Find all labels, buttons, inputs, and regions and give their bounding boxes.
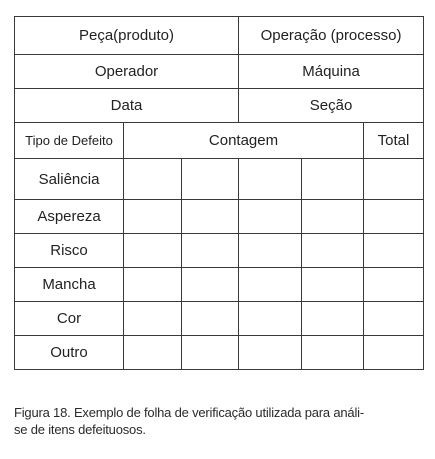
defect-row bbox=[15, 200, 424, 234]
check-sheet-table bbox=[14, 16, 424, 370]
figure-caption bbox=[14, 404, 424, 438]
count-cell bbox=[124, 200, 182, 234]
secao-cell: Seção bbox=[239, 89, 424, 123]
count-cell bbox=[239, 159, 302, 200]
defect-label: Risco bbox=[15, 234, 124, 268]
total-cell bbox=[364, 302, 424, 336]
count-cell bbox=[124, 234, 182, 268]
operacao-cell: Operação (processo) bbox=[239, 17, 424, 55]
defect-label: Aspereza bbox=[15, 200, 124, 234]
count-cell bbox=[182, 234, 239, 268]
caption-line-1: Figura 18. Exemplo de folha de verificação utilizada para análi- bbox=[14, 405, 364, 420]
tipo-defeito-header: Tipo de Defeito bbox=[15, 123, 124, 159]
total-cell bbox=[364, 268, 424, 302]
count-cell bbox=[239, 200, 302, 234]
defect-row bbox=[15, 159, 424, 200]
maquina-cell: Máquina bbox=[239, 55, 424, 89]
column-header-row bbox=[15, 123, 424, 159]
defect-row bbox=[15, 268, 424, 302]
total-cell bbox=[364, 200, 424, 234]
data-cell: Data bbox=[15, 89, 239, 123]
count-cell bbox=[182, 268, 239, 302]
defect-row bbox=[15, 336, 424, 370]
header-row-product bbox=[15, 17, 424, 55]
count-cell bbox=[302, 234, 364, 268]
total-cell bbox=[364, 234, 424, 268]
defect-row bbox=[15, 234, 424, 268]
operador-cell: Operador bbox=[15, 55, 239, 89]
defect-label: Cor bbox=[15, 302, 124, 336]
count-cell bbox=[124, 159, 182, 200]
count-cell bbox=[239, 302, 302, 336]
contagem-header: Contagem bbox=[124, 123, 364, 159]
defect-label: Saliência bbox=[15, 159, 124, 200]
count-cell bbox=[124, 268, 182, 302]
caption-line-2: se de itens defeituosos. bbox=[14, 422, 146, 437]
count-cell bbox=[239, 268, 302, 302]
total-header: Total bbox=[364, 123, 424, 159]
count-cell bbox=[239, 336, 302, 370]
count-cell bbox=[182, 302, 239, 336]
produto-cell: Peça(produto) bbox=[15, 17, 239, 55]
count-cell bbox=[302, 200, 364, 234]
count-cell bbox=[302, 336, 364, 370]
count-cell bbox=[182, 159, 239, 200]
count-cell bbox=[239, 234, 302, 268]
defect-label: Outro bbox=[15, 336, 124, 370]
count-cell bbox=[124, 336, 182, 370]
total-cell bbox=[364, 336, 424, 370]
count-cell bbox=[182, 200, 239, 234]
header-row-operator bbox=[15, 55, 424, 89]
count-cell bbox=[182, 336, 239, 370]
total-cell bbox=[364, 159, 424, 200]
count-cell bbox=[124, 302, 182, 336]
count-cell bbox=[302, 159, 364, 200]
header-row-date bbox=[15, 89, 424, 123]
defect-label: Mancha bbox=[15, 268, 124, 302]
count-cell bbox=[302, 302, 364, 336]
defect-row bbox=[15, 302, 424, 336]
count-cell bbox=[302, 268, 364, 302]
